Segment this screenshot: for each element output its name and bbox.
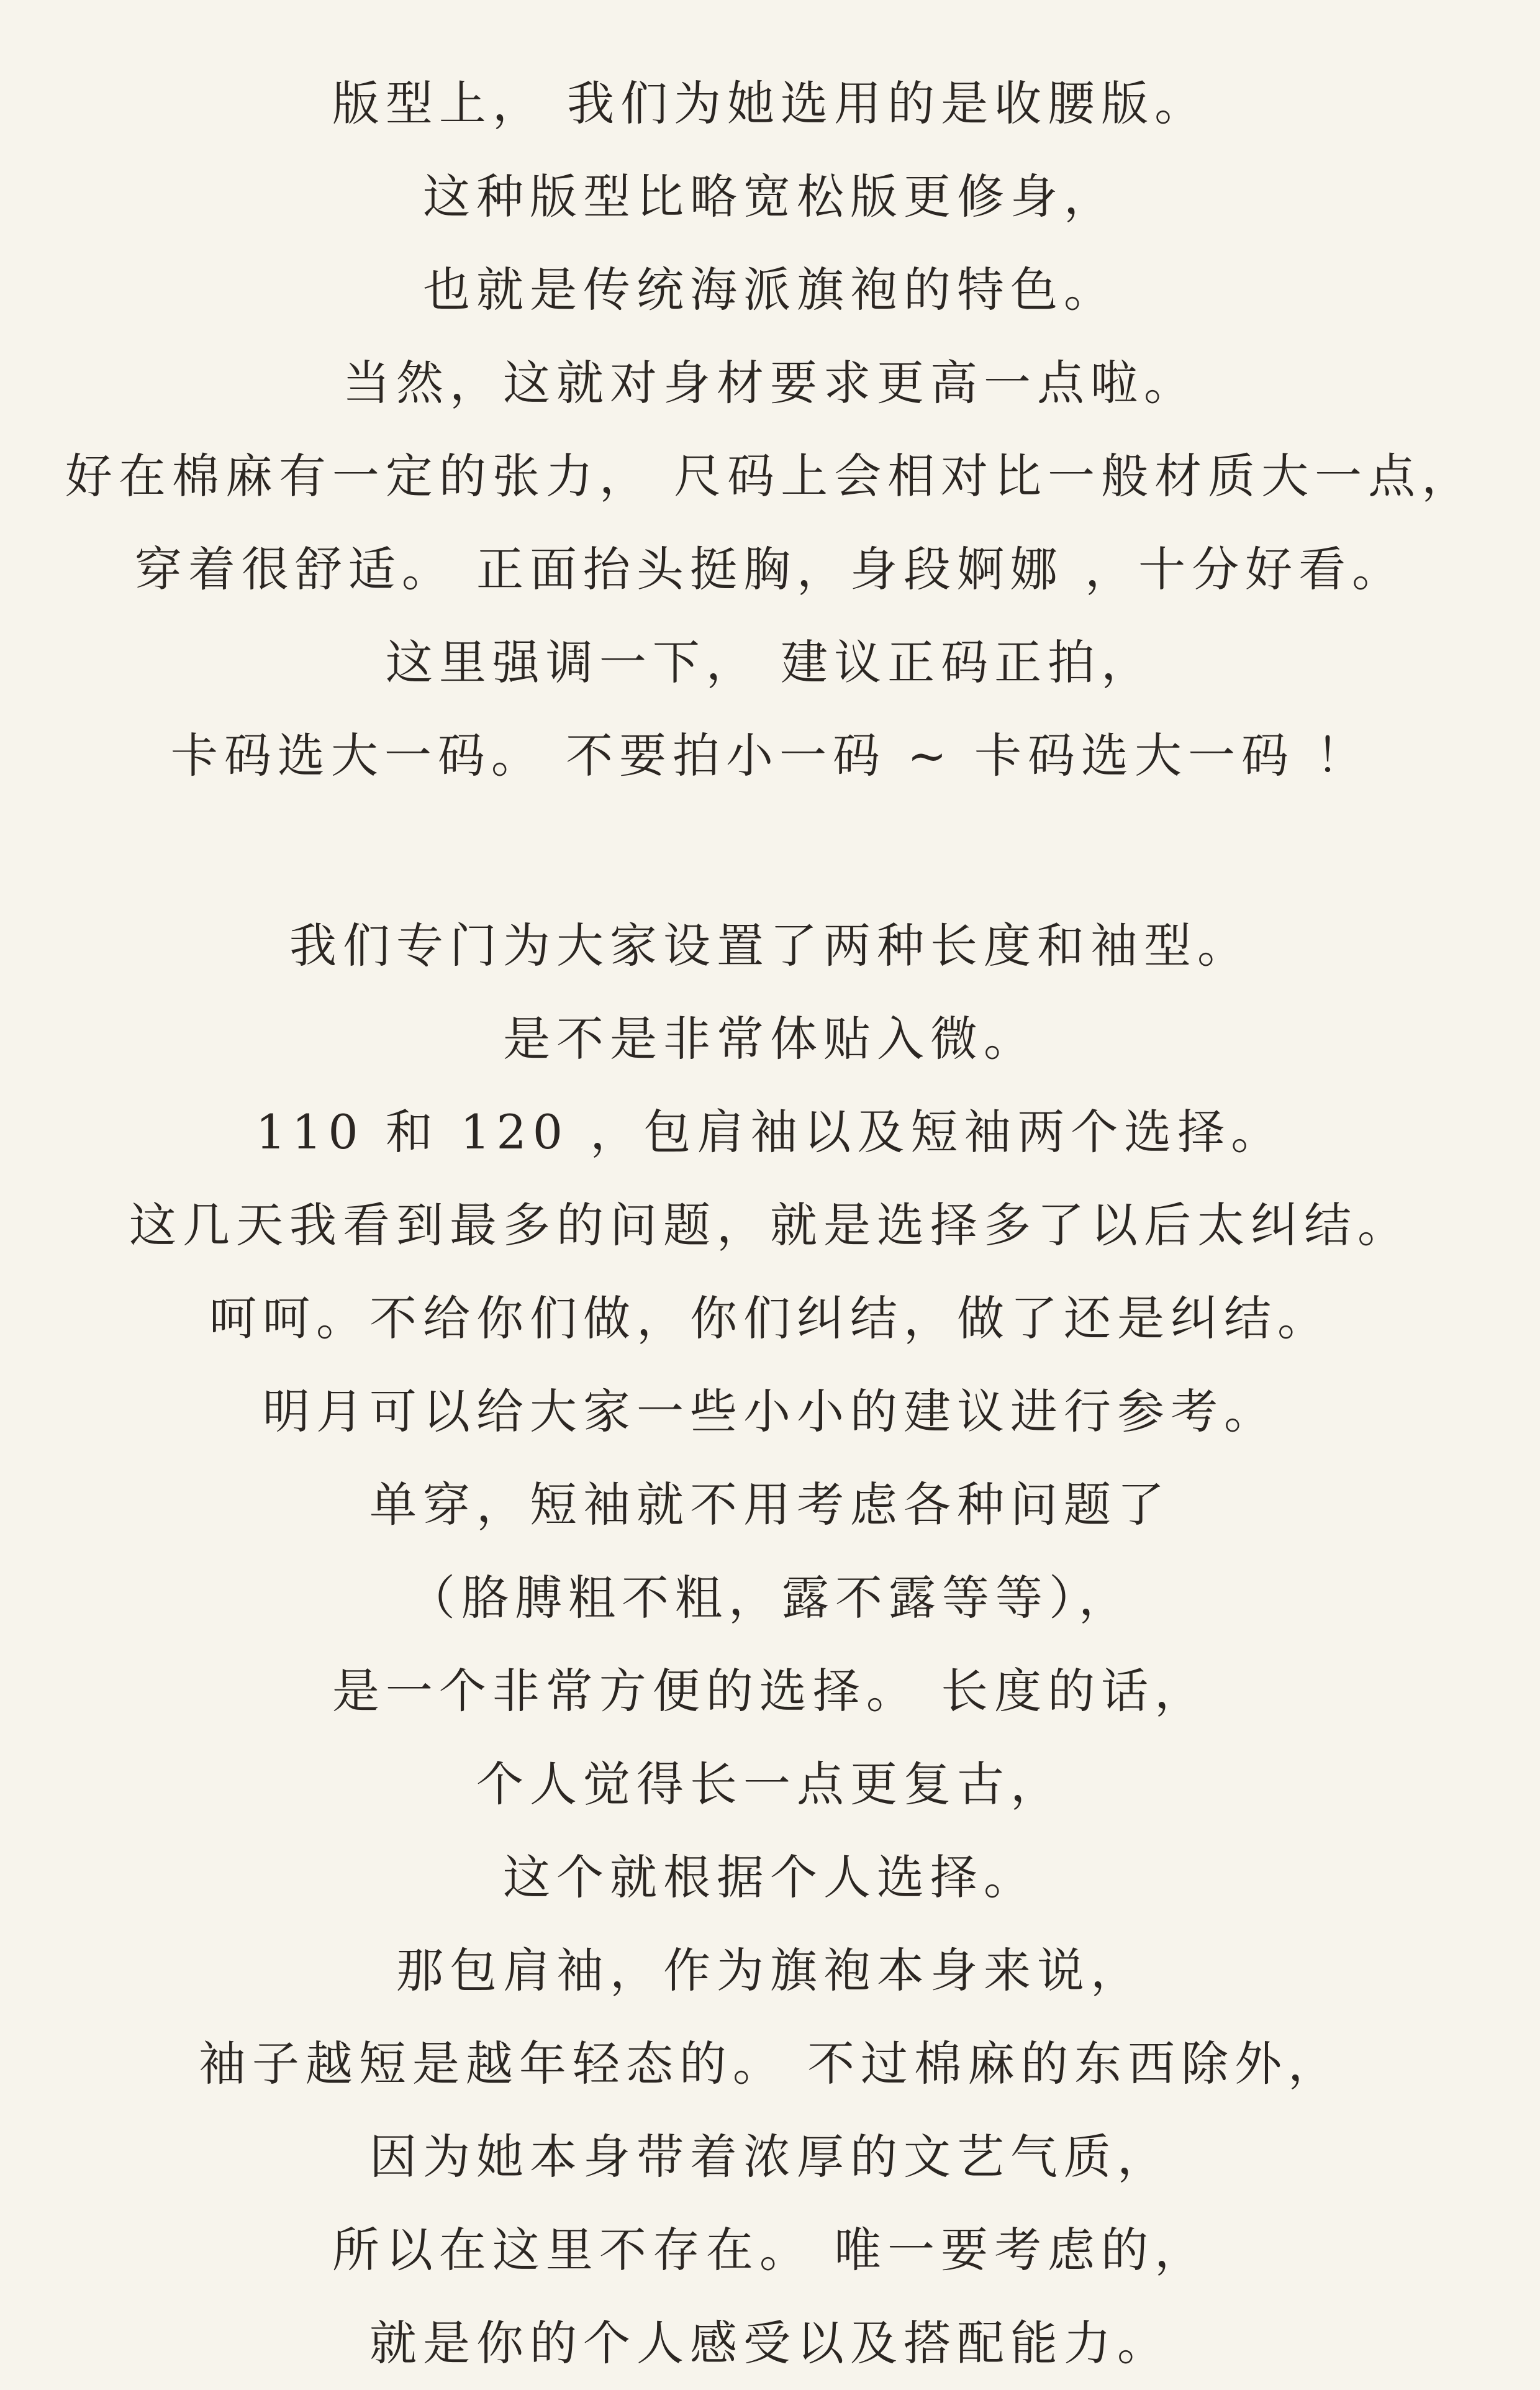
text-line: 这几天我看到最多的问题，就是选择多了以后太纠结。 (129, 1197, 1411, 1253)
text-line: 单穿，短袖就不用考虑各种问题了 (369, 1477, 1171, 1532)
text-line: 个人觉得长一点更复古， (476, 1756, 1064, 1812)
text-line: 袖子越短是越年轻态的。 不过棉麻的东西除外， (198, 2036, 1342, 2091)
text-line: 卡码选大一码。 不要拍小一码 ~ 卡码选大一码 ！ (170, 728, 1370, 783)
text-line: 当然，这就对身材要求更高一点啦。 (343, 355, 1197, 411)
text-line: 那包肩袖，作为旗袍本身来说， (396, 1943, 1144, 1998)
text-line: 我们专门为大家设置了两种长度和袖型。 (289, 918, 1251, 973)
text-line: 也就是传统海派旗袍的特色。 (423, 262, 1117, 317)
text-line: 这个就根据个人选择。 (503, 1850, 1037, 1905)
text-line: 是一个非常方便的选择。 长度的话， (332, 1663, 1208, 1719)
text-line: （胳膊粗不粗，露不露等等）， (408, 1570, 1132, 1625)
text-line: 所以在这里不存在。 唯一要考虑的， (332, 2222, 1208, 2278)
text-line: 明月可以给大家一些小小的建议进行参考。 (263, 1384, 1277, 1439)
text-line: 好在棉麻有一定的张力， 尺码上会相对比一般材质大一点， (65, 448, 1475, 504)
text-line: 110 和 120 ，包肩袖以及短袖两个选择。 (255, 1104, 1285, 1160)
text-line: 这种版型比略宽松版更修身， (423, 169, 1117, 224)
paragraph-options (0, 899, 1540, 2390)
text-line: 穿着很舒适。 正面抬头挺胸，身段婀娜 ，十分好看。 (134, 542, 1406, 597)
text-line: 这里强调一下， 建议正码正拍， (385, 635, 1155, 690)
text-line: 就是你的个人感受以及搭配能力。 (369, 2315, 1171, 2371)
text-line: 因为她本身带着浓厚的文艺气质， (369, 2129, 1171, 2184)
paragraph-sizing (0, 57, 1540, 802)
text-line: 版型上， 我们为她选用的是收腰版。 (332, 76, 1208, 131)
text-line: 是不是非常体贴入微。 (503, 1011, 1037, 1066)
text-line: 呵呵。不给你们做，你们纠结，做了还是纠结。 (209, 1291, 1331, 1346)
